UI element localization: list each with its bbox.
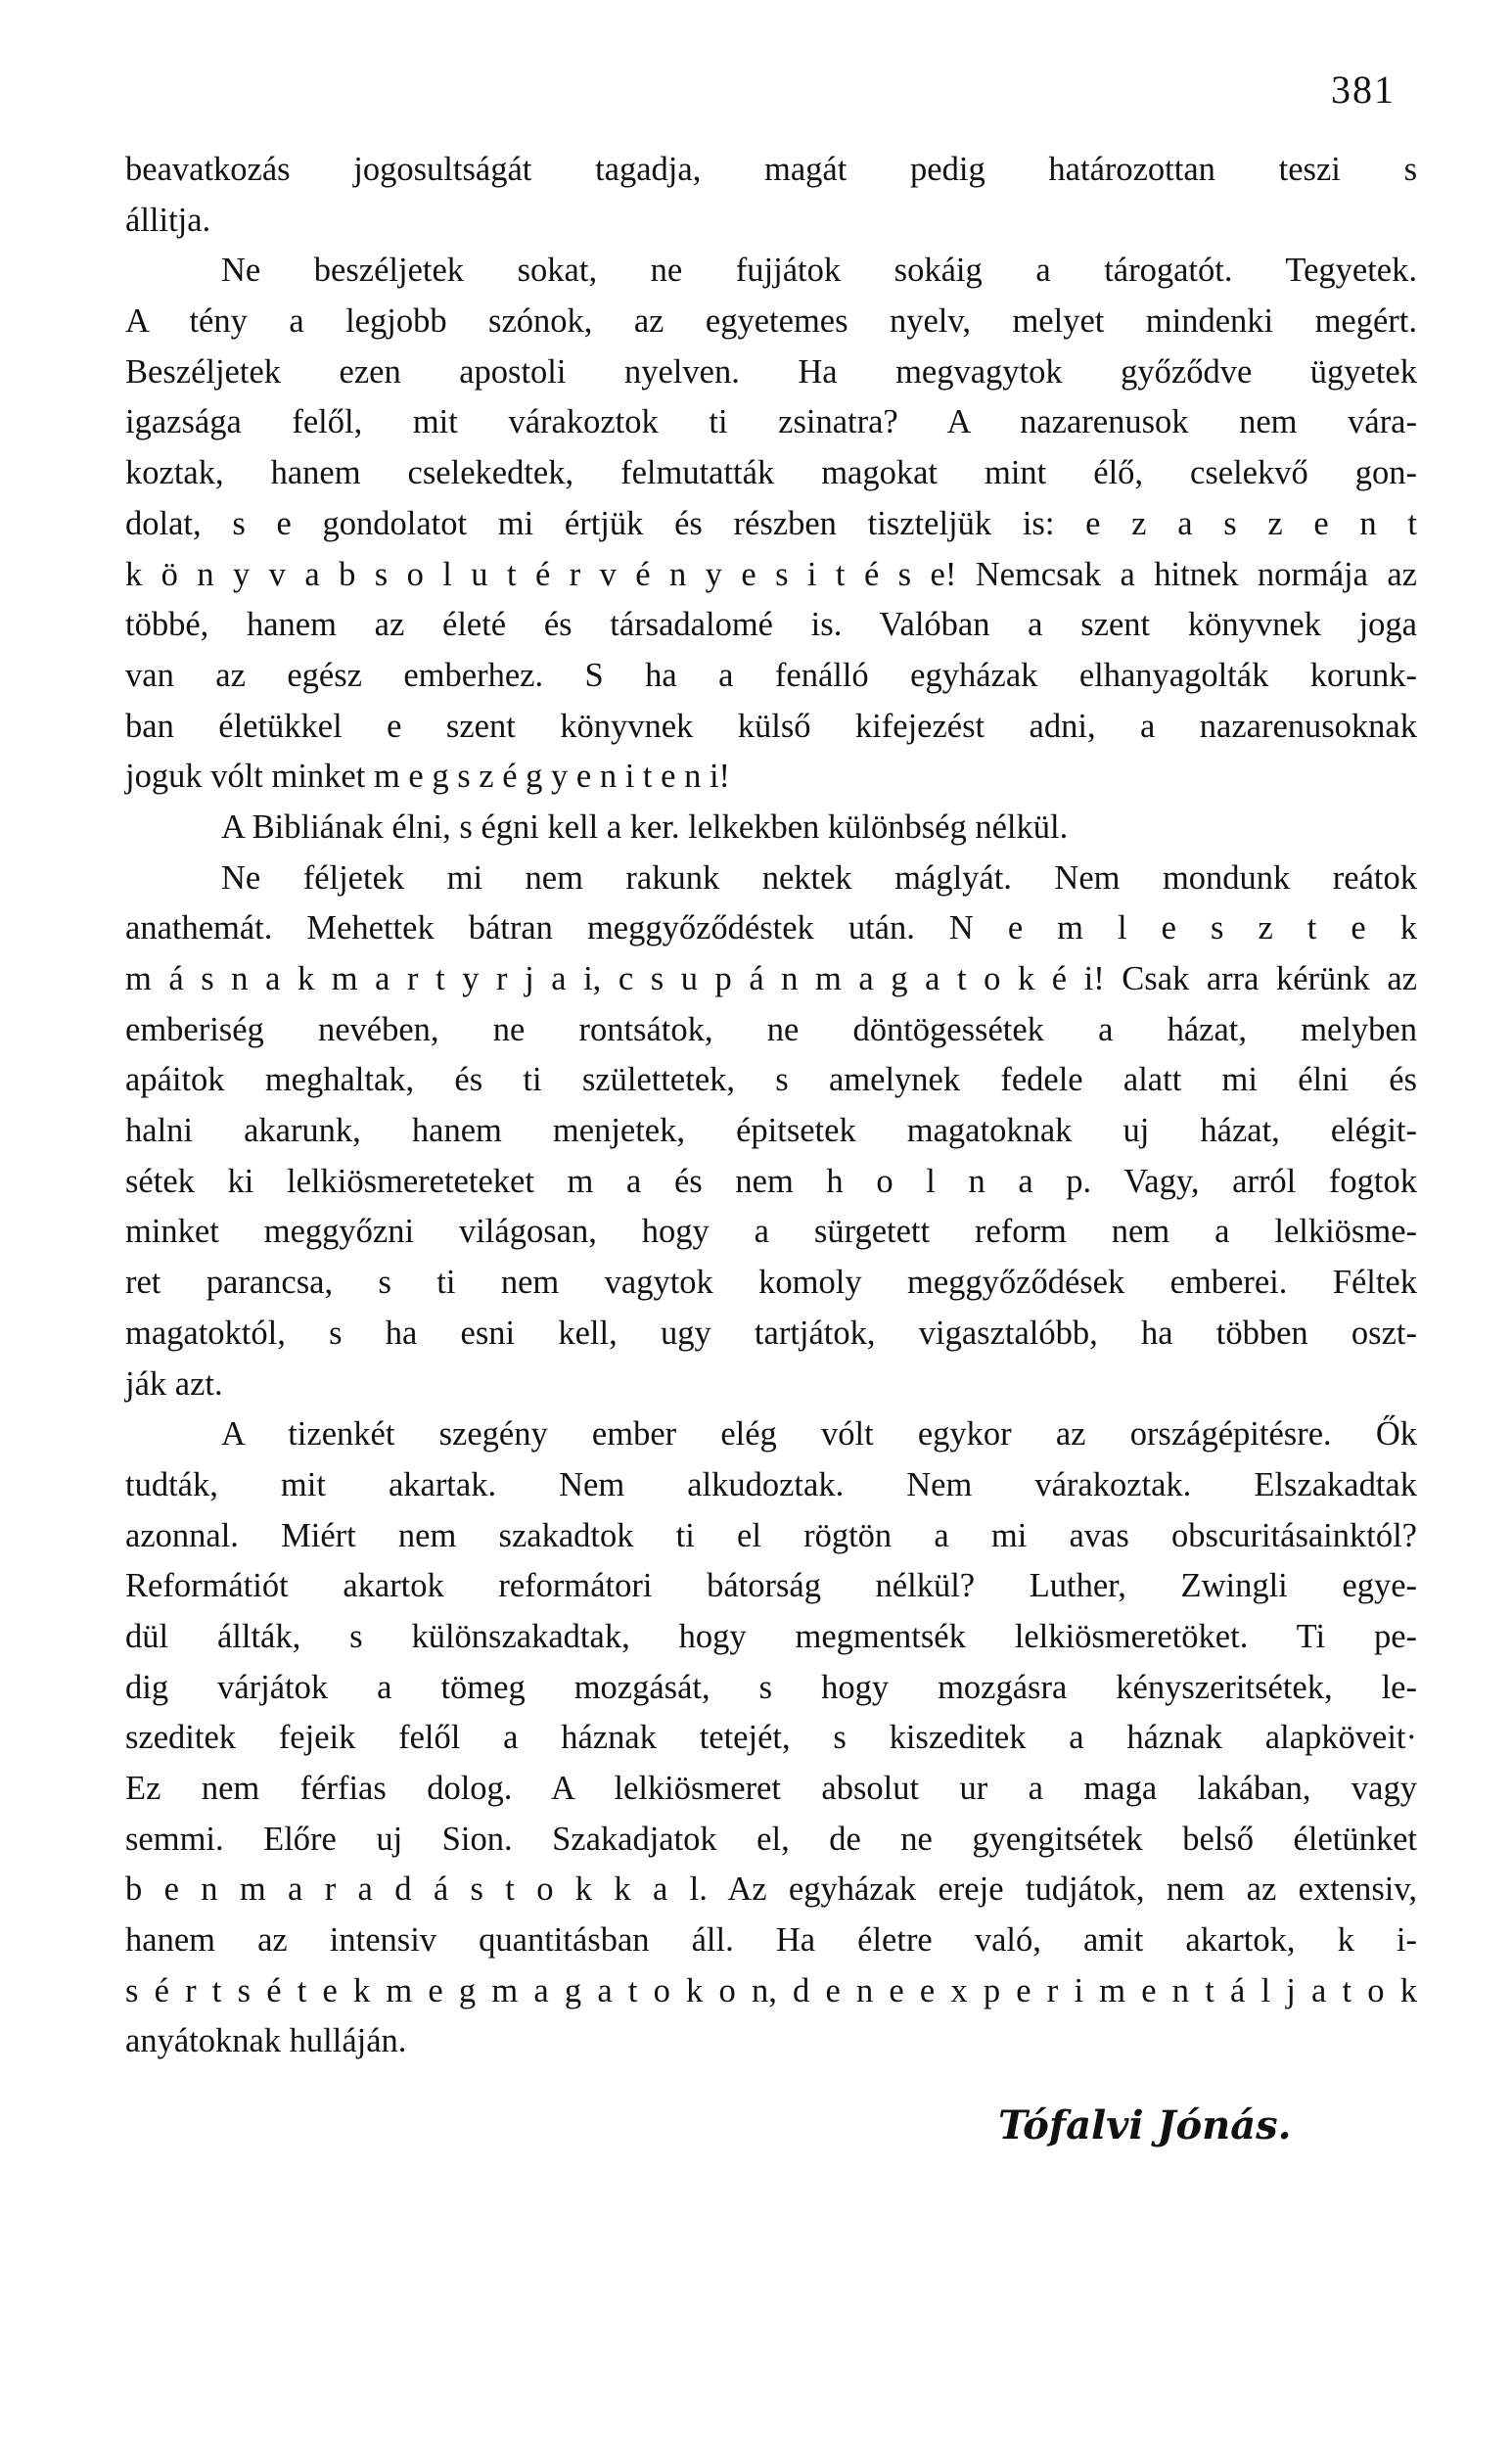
text-line: ják azt.	[125, 1364, 223, 1403]
text-line: sétek ki lelkiösmereteteket m a és nem h o l n a p. Vagy, arról fogtok	[125, 1162, 1417, 1200]
body-text	[125, 145, 1417, 2067]
text-line: s é r t s é t e k m e g m a g a t o k o n, d e n e e x p e r i m e n t á l j a t o k	[125, 1971, 1417, 2009]
text-line: k ö n y v a b s o l u t é r v é n y e s i t é s e! Nemcsak a hitnek normája az	[125, 555, 1417, 593]
text-line: koztak, hanem cselekedtek, felmutatták magokat mint élő, cselekvő gon-	[125, 454, 1417, 492]
text-line: Beszéljetek ezen apostoli nyelven. Ha megvagytok győződve ügyetek	[125, 352, 1417, 391]
page-number: 381	[1331, 68, 1396, 112]
text-line: többé, hanem az életé és társadalomé is. Valóban a szent könyvnek joga	[125, 606, 1417, 644]
text-line: Ne beszéljetek sokat, ne fujjátok sokáig a tárogatót. Tegyetek.	[221, 252, 1417, 290]
text-line: igazsága felől, mit várakoztok ti zsinatra? A nazarenusok nem vára-	[125, 403, 1417, 441]
text-line: A Bibliának élni, s égni kell a ker. lelkekben különbség nélkül.	[221, 808, 1069, 846]
text-line: apáitok meghaltak, és ti születtetek, s amelynek fedele alatt mi élni és	[125, 1061, 1417, 1099]
text-line: dül állták, s különszakadtak, hogy megmentsék lelkiösmeretöket. Ti pe-	[125, 1617, 1417, 1655]
text-line: minket meggyőzni világosan, hogy a sürgetett reform nem a lelkiösme-	[125, 1213, 1417, 1251]
text-line: anyátoknak hulláján.	[125, 2022, 407, 2060]
text-line: magatoktól, s ha esni kell, ugy tartjátok, vigasztalóbb, ha többen oszt-	[125, 1314, 1417, 1352]
author-signature: Tófalvi Jónás.	[998, 2102, 1292, 2148]
text-line: anathemát. Mehettek bátran meggyőződéstek után. N e m l e s z t e k	[125, 909, 1417, 947]
text-line: A tizenkét szegény ember elég vólt egykor az országépitésre. Ők	[221, 1415, 1417, 1454]
text-line: azonnal. Miért nem szakadtok ti el rögtön a mi avas obscuritásainktól?	[125, 1516, 1417, 1554]
text-line: tudták, mit akartak. Nem alkudoztak. Nem várakoztak. Elszakadtak	[125, 1465, 1417, 1503]
text-line: dolat, s e gondolatot mi értjük és részben tiszteljük is: e z a s z e n t	[125, 504, 1417, 542]
text-line: semmi. Előre uj Sion. Szakadjatok el, de ne gyengitsétek belső életünket	[125, 1820, 1417, 1858]
text-line: joguk vólt minket m e g s z é g y e n i t e n i!	[125, 758, 731, 796]
text-line: ret parancsa, s ti nem vagytok komoly meggyőződések emberei. Féltek	[125, 1264, 1417, 1302]
text-line: halni akarunk, hanem menjetek, épitsetek magatoknak uj házat, elégit-	[125, 1112, 1417, 1150]
text-line: van az egész emberhez. S ha a fenálló egyházak elhanyagolták korunk-	[125, 656, 1417, 694]
text-line: szeditek fejeik felől a háznak tetejét, s kiszeditek a háznak alapköveit·	[125, 1719, 1417, 1757]
text-line: Ne féljetek mi nem rakunk nektek máglyát. Nem mondunk reátok	[221, 858, 1417, 897]
text-line: emberiség nevében, ne rontsátok, ne döntögessétek a házat, melyben	[125, 1010, 1417, 1048]
text-line: b e n m a r a d á s t o k k a l. Az egyházak ereje tudjátok, nem az extensiv,	[125, 1870, 1417, 1909]
text-line: A tény a legjobb szónok, az egyetemes nyelv, melyet mindenki megért.	[125, 302, 1417, 341]
text-line: ban életükkel e szent könyvnek külső kifejezést adni, a nazarenusoknak	[125, 707, 1417, 745]
text-line: Reformátiót akartok reformátori bátorság nélkül? Luther, Zwingli egye-	[125, 1567, 1417, 1605]
text-line: m á s n a k m a r t y r j a i, c s u p á n m a g a t o k é i! Csak arra kérünk az	[125, 960, 1417, 997]
text-line: állitja.	[125, 201, 211, 239]
text-line: hanem az intensiv quantitásban áll. Ha életre való, amit akartok, k i-	[125, 1921, 1417, 1960]
text-line: beavatkozás jogosultságát tagadja, magát pedig határozottan teszi s	[125, 151, 1417, 188]
text-line: dig várjátok a tömeg mozgását, s hogy mozgásra kényszeritsétek, le-	[125, 1668, 1417, 1706]
text-line: Ez nem férfias dolog. A lelkiösmeret absolut ur a maga lakában, vagy	[125, 1770, 1417, 1807]
